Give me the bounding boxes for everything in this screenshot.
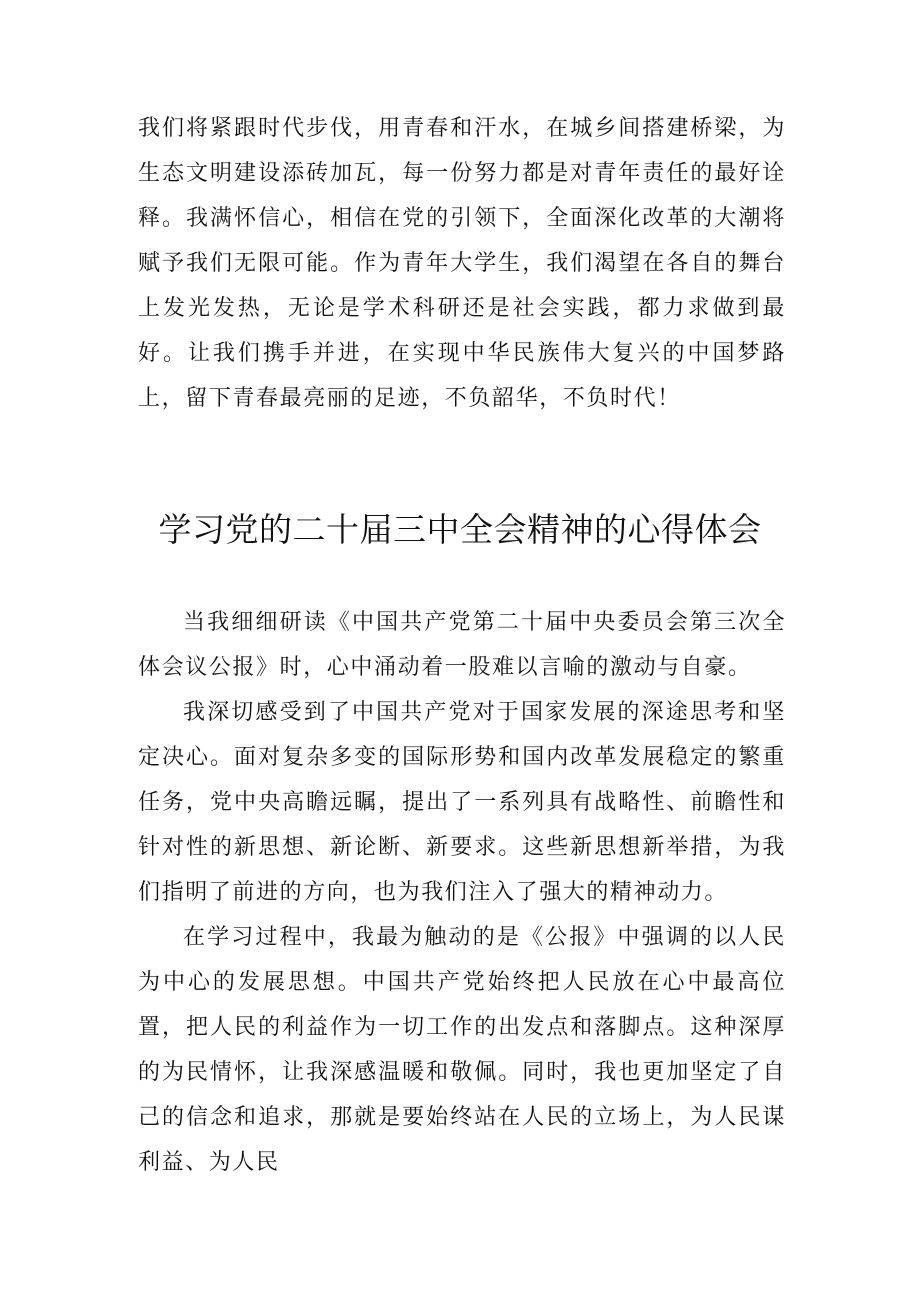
body-paragraph-3: 在学习过程中，我最为触动的是《公报》中强调的以人民为中心的发展思想。中国共产党始终把人民放在心中最高位置，把人民的利益作为一切工作的出发点和落脚点。这种深厚的为民情怀，让我深感温暖和敬佩。同时，我也更加坚定了自己的信念和追求，那就是要始终站在人民的立场上，为人民谋利益、为人民 [138,925,786,1175]
continued-section [138,106,786,421]
body-section [138,600,786,1185]
section-heading: 学习党的二十届三中全会精神的心得体会 [158,510,762,549]
body-paragraph-1: 当我细细研读《中国共产党第二十届中央委员会第三次全体会议公报》时，心中涌动着一股难以言喻的激动与自豪。 [138,610,786,680]
continued-paragraph: 我们将紧跟时代步伐，用青春和汗水，在城乡间搭建桥梁，为生态文明建设添砖加瓦，每一份努力都是对青年责任的最好诠释。我满怀信心，相信在党的引领下，全面深化改革的大潮将赋予我们无限可能。作为青年大学生，我们渴望在各自的舞台上发光发热，无论是学术科研还是社会实践，都力求做到最好。让我们携手并进，在实现中华民族伟大复兴的中国梦路上，留下青春最亮丽的足迹，不负韶华，不负时代！ [138,116,786,411]
body-paragraph-2: 我深切感受到了中国共产党对于国家发展的深途思考和坚定决心。面对复杂多变的国际形势和国内改革发展稳定的繁重任务，党中央高瞻远瞩，提出了一系列具有战略性、前瞻性和针对性的新思想、新论断、新要求。这些新思想新举措，为我们指明了前进的方向，也为我们注入了强大的精神动力。 [138,700,786,905]
